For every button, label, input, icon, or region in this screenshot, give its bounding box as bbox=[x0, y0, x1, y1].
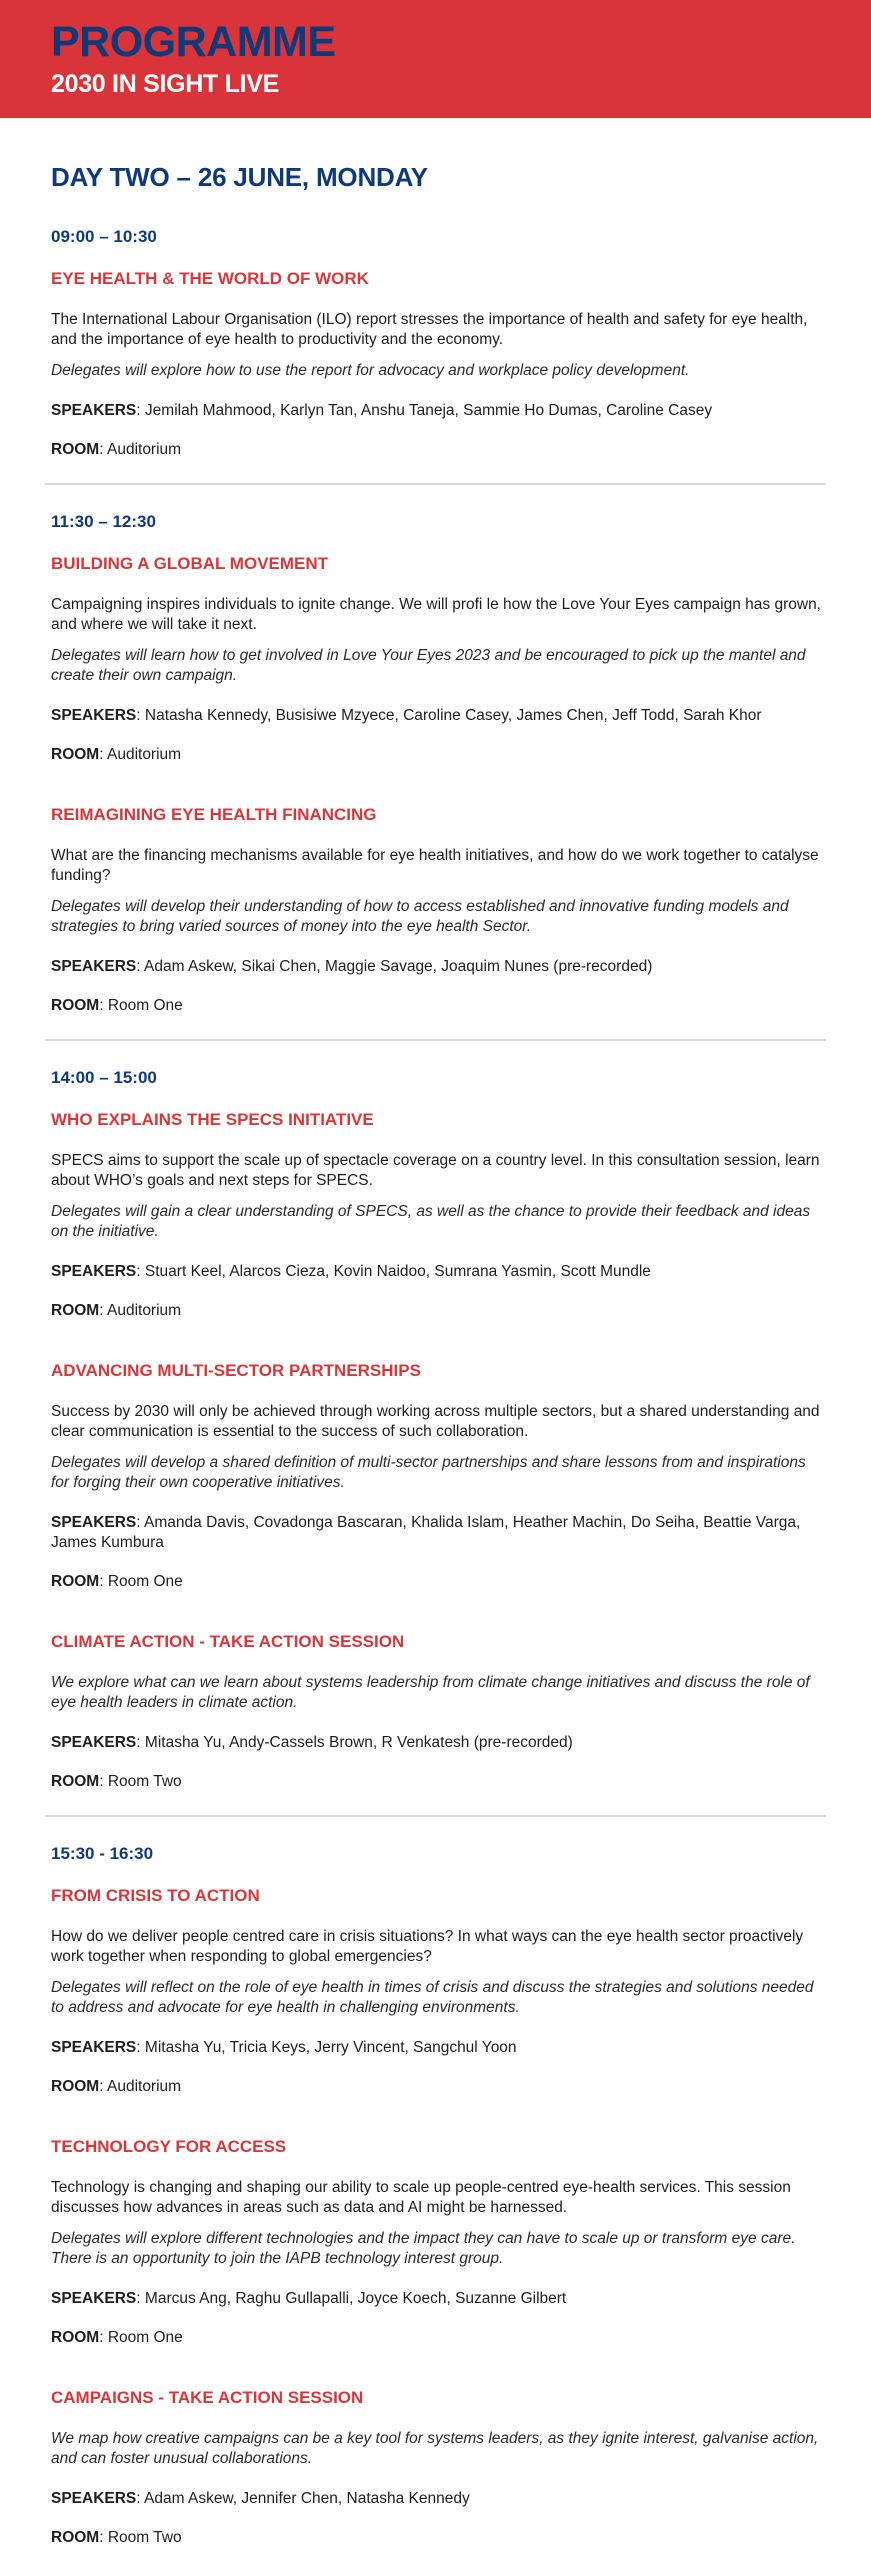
session-description: Technology is changing and shaping our ability to scale up people-centred eye-health services. This session discusses how advances in areas such as data and AI might be harnessed. bbox=[51, 2179, 791, 2216]
time-slot: 09:00 – 10:30 bbox=[51, 227, 157, 246]
session-description: Success by 2030 will only be achieved through working across multiple sectors, but a shared understanding and clear communication is essential to the success of such collaboration. bbox=[51, 1403, 820, 1440]
time-slot: 15:30 - 16:30 bbox=[51, 1844, 154, 1863]
room-value: Room Two bbox=[107, 2529, 182, 2546]
speakers bbox=[51, 2289, 826, 2309]
room-value: Room Two bbox=[107, 1773, 182, 1790]
speakers-value: Amanda Davis, Covadonga Bascaran, Khalida Islam, Heather Machin, Do Seiha, Beattie Varga, James Kumbura bbox=[51, 1514, 801, 1551]
session-title: CAMPAIGNS - TAKE ACTION SESSION bbox=[51, 2388, 364, 2407]
session-delegate-note: Delegates will explore different technologies and the impact they can have to scale up or transform eye care. There is an opportunity to join the IAPB technology interest group. bbox=[51, 2230, 796, 2267]
room bbox=[51, 440, 820, 460]
speakers-label: SPEAKERS bbox=[51, 1734, 137, 1751]
time-slot: 11:30 – 12:30 bbox=[51, 512, 156, 531]
room-label: ROOM bbox=[51, 746, 100, 763]
room-label: ROOM bbox=[51, 1302, 100, 1319]
speakers bbox=[51, 1262, 826, 1282]
session bbox=[51, 1110, 820, 1321]
speakers-value: Stuart Keel, Alarcos Cieza, Kovin Naidoo, Sumrana Yasmin, Scott Mundle bbox=[144, 1263, 651, 1280]
event-subtitle: 2030 IN SIGHT LIVE bbox=[51, 70, 280, 98]
session bbox=[51, 805, 820, 1016]
session bbox=[51, 2388, 820, 2548]
session-delegate-note: Delegates will develop a shared definition of multi-sector partnerships and share lessons from and inspirations for forging their own cooperative initiatives. bbox=[51, 1454, 806, 1491]
session bbox=[51, 269, 820, 460]
session bbox=[51, 1361, 820, 1592]
session-title: TECHNOLOGY FOR ACCESS bbox=[51, 2137, 287, 2156]
room-value: Auditorium bbox=[106, 746, 182, 763]
speakers bbox=[51, 1513, 826, 1553]
page-title: PROGRAMME bbox=[51, 18, 336, 66]
label-separator: : bbox=[136, 402, 145, 419]
room-label: ROOM bbox=[51, 2529, 100, 2546]
speakers bbox=[51, 401, 826, 421]
session-title: BUILDING A GLOBAL MOVEMENT bbox=[51, 554, 329, 573]
section-divider bbox=[45, 1039, 826, 1041]
session-delegate-note: Delegates will gain a clear understanding of SPECS, as well as the chance to provide their feedback and ideas on the initiative. bbox=[51, 1203, 811, 1240]
session-delegate-note: We map how creative campaigns can be a key tool for systems leaders, as they ignite interest, galvanise action, and can foster unusual collaborations. bbox=[51, 2430, 819, 2467]
label-separator: : bbox=[99, 441, 107, 458]
session-delegate-note: Delegates will reflect on the role of eye health in times of crisis and discuss the strategies and solutions needed to address and advocate for eye health in challenging environments. bbox=[51, 1979, 814, 2016]
session-title: ADVANCING MULTI-SECTOR PARTNERSHIPS bbox=[51, 1361, 421, 1380]
time-slot: 14:00 – 15:00 bbox=[51, 1068, 157, 1087]
session bbox=[51, 2137, 820, 2348]
room bbox=[51, 1572, 820, 1592]
session-delegate-note: Delegates will develop their understanding of how to access established and innovative funding models and strategies to bring varied sources of money into the eye health Sector. bbox=[51, 898, 789, 935]
session-description: Campaigning inspires individuals to ignite change. We will profi le how the Love Your Eyes campaign has grown, and where we will take it next. bbox=[51, 596, 821, 633]
room-value: Room One bbox=[107, 2329, 183, 2346]
room-value: Room One bbox=[107, 997, 183, 1014]
room-label: ROOM bbox=[51, 2078, 100, 2095]
speakers bbox=[51, 2489, 826, 2509]
speakers-label: SPEAKERS bbox=[51, 707, 137, 724]
label-separator: : bbox=[136, 2039, 145, 2056]
label-separator: : bbox=[99, 1302, 107, 1319]
label-separator: : bbox=[99, 2529, 108, 2546]
room-value: Auditorium bbox=[106, 441, 182, 458]
speakers-label: SPEAKERS bbox=[51, 958, 137, 975]
speakers bbox=[51, 2038, 826, 2058]
speakers bbox=[51, 957, 826, 977]
room bbox=[51, 2528, 820, 2548]
time-block bbox=[51, 227, 820, 460]
label-separator: : bbox=[99, 997, 108, 1014]
label-separator: : bbox=[136, 2290, 145, 2307]
session bbox=[51, 1886, 820, 2097]
room-value: Auditorium bbox=[106, 1302, 182, 1319]
speakers-value: Adam Askew, Sikai Chen, Maggie Savage, Joaquim Nunes (pre-recorded) bbox=[144, 958, 653, 975]
room-label: ROOM bbox=[51, 997, 100, 1014]
speakers bbox=[51, 706, 826, 726]
room bbox=[51, 745, 820, 765]
label-separator: : bbox=[136, 707, 145, 724]
session-title: CLIMATE ACTION - TAKE ACTION SESSION bbox=[51, 1632, 405, 1651]
speakers-label: SPEAKERS bbox=[51, 1514, 137, 1531]
session-delegate-note: Delegates will explore how to use the report for advocacy and workplace policy development. bbox=[51, 362, 690, 379]
room-value: Room One bbox=[107, 1573, 183, 1590]
session-delegate-note: We explore what can we learn about systems leadership from climate change initiatives and discuss the role of eye health leaders in climate action. bbox=[51, 1674, 810, 1711]
time-block bbox=[51, 1844, 820, 2548]
speakers-value: Natasha Kennedy, Busisiwe Mzyece, Caroline Casey, James Chen, Jeff Todd, Sarah Khor bbox=[144, 707, 762, 724]
room bbox=[51, 1301, 820, 1321]
speakers-value: Mitasha Yu, Tricia Keys, Jerry Vincent, Sangchul Yoon bbox=[144, 2039, 517, 2056]
session-title: FROM CRISIS TO ACTION bbox=[51, 1886, 260, 1905]
label-separator: : bbox=[99, 1773, 108, 1790]
session-description: How do we deliver people centred care in crisis situations? In what ways can the eye health sector proactively work together when responding to global emergencies? bbox=[51, 1928, 804, 1965]
speakers-value: Marcus Ang, Raghu Gullapalli, Joyce Koech, Suzanne Gilbert bbox=[144, 2290, 567, 2307]
speakers-value: Adam Askew, Jennifer Chen, Natasha Kennedy bbox=[144, 2490, 470, 2507]
programme-header bbox=[0, 0, 871, 118]
room bbox=[51, 2077, 820, 2097]
session bbox=[51, 1632, 820, 1792]
time-blocks bbox=[51, 227, 820, 2548]
section-divider bbox=[45, 1815, 826, 1817]
label-separator: : bbox=[99, 2078, 107, 2095]
time-block bbox=[51, 1068, 820, 1792]
speakers-value: Jemilah Mahmood, Karlyn Tan, Anshu Taneja, Sammie Ho Dumas, Caroline Casey bbox=[144, 402, 713, 419]
speakers-label: SPEAKERS bbox=[51, 2039, 137, 2056]
session-delegate-note: Delegates will learn how to get involved in Love Your Eyes 2023 and be encouraged to pick up the mantel and create their own campaign. bbox=[51, 647, 806, 684]
room-label: ROOM bbox=[51, 441, 100, 458]
speakers bbox=[51, 1733, 826, 1753]
session-description: What are the financing mechanisms available for eye health initiatives, and how do we work together to catalyse funding? bbox=[51, 847, 819, 884]
speakers-value: Mitasha Yu, Andy-Cassels Brown, R Venkatesh (pre-recorded) bbox=[144, 1734, 573, 1751]
label-separator: : bbox=[136, 2490, 145, 2507]
speakers-label: SPEAKERS bbox=[51, 2290, 137, 2307]
speakers-label: SPEAKERS bbox=[51, 1263, 137, 1280]
room bbox=[51, 996, 820, 1016]
label-separator: : bbox=[136, 1514, 145, 1531]
time-block bbox=[51, 512, 820, 1016]
label-separator: : bbox=[99, 746, 107, 763]
session-title: WHO EXPLAINS THE SPECS INITIATIVE bbox=[51, 1110, 374, 1129]
day-heading: DAY TWO – 26 JUNE, MONDAY bbox=[51, 162, 428, 192]
speakers-label: SPEAKERS bbox=[51, 2490, 137, 2507]
room-value: Auditorium bbox=[106, 2078, 182, 2095]
session-description: SPECS aims to support the scale up of spectacle coverage on a country level. In this consultation session, learn about WHO’s goals and next steps for SPECS. bbox=[51, 1152, 820, 1189]
section-divider bbox=[45, 483, 826, 485]
label-separator: : bbox=[99, 2329, 108, 2346]
room bbox=[51, 1772, 820, 1792]
room-label: ROOM bbox=[51, 1573, 100, 1590]
room bbox=[51, 2328, 820, 2348]
session-title: EYE HEALTH & THE WORLD OF WORK bbox=[51, 269, 369, 288]
label-separator: : bbox=[99, 1573, 108, 1590]
room-label: ROOM bbox=[51, 2329, 100, 2346]
session-description: The International Labour Organisation (ILO) report stresses the importance of health and safety for eye health, and the importance of eye health to productivity and the economy. bbox=[51, 311, 808, 348]
programme-content bbox=[0, 163, 871, 2548]
session-title: REIMAGINING EYE HEALTH FINANCING bbox=[51, 805, 377, 824]
label-separator: : bbox=[136, 1734, 145, 1751]
speakers-label: SPEAKERS bbox=[51, 402, 137, 419]
session bbox=[51, 554, 820, 765]
label-separator: : bbox=[136, 958, 145, 975]
label-separator: : bbox=[136, 1263, 145, 1280]
room-label: ROOM bbox=[51, 1773, 100, 1790]
